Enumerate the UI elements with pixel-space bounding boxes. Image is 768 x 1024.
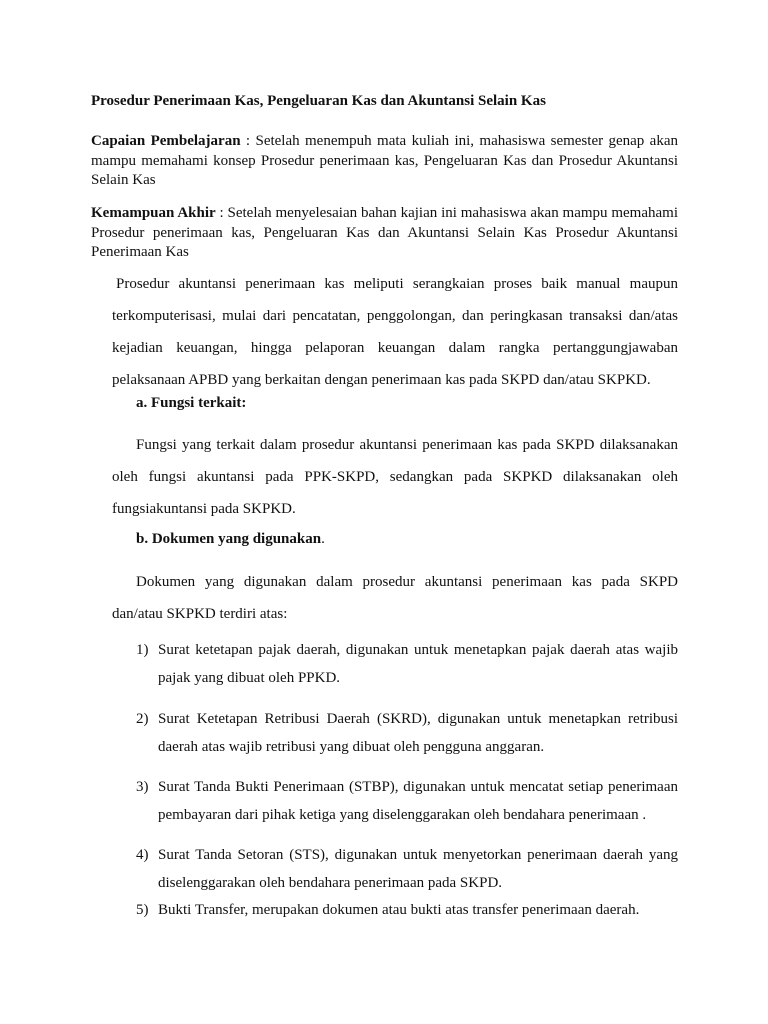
kemampuan-akhir (91, 204, 678, 263)
kemampuan-label: Kemampuan Akhir (91, 205, 216, 221)
intro-paragraph: Prosedur akuntansi penerimaan kas meliputi serangkaian proses baik manual maupun terkomputerisasi, mulai dari pencatatan, penggolongan, dan peringkasan transaksi dan/atas kejadian keuangan, hingga pelaporan keuangan dalam rangka pertanggungjawaban pelaksanaan APBD yang berkaitan dengan penerimaan kas pada SKPD dan/atau SKPKD. (112, 276, 678, 388)
section-a-heading: a. Fungsi terkait: (136, 395, 247, 411)
list-item-number: 3) (136, 779, 149, 795)
list-item (136, 636, 678, 692)
list-item-text: Surat Ketetapan Retribusi Daerah (SKRD), digunakan untuk menetapkan retribusi daerah atas wajib retribusi yang dibuat oleh pengguna anggaran. (158, 711, 678, 755)
list-item-number: 1) (136, 642, 149, 658)
list-item-number: 2) (136, 711, 149, 727)
capaian-text: : Setelah menempuh mata kuliah ini, mahasiswa semester genap akan mampu memahami konsep Prosedur penerimaan kas, Pengeluaran Kas dan Prosedur Akuntansi Selain Kas (91, 133, 678, 188)
list-item-number: 4) (136, 847, 149, 863)
list-item-text: Bukti Transfer, merupakan dokumen atau bukti atas transfer penerimaan daerah. (158, 902, 640, 918)
list-item-number: 5) (136, 902, 149, 918)
document-title: Prosedur Penerimaan Kas, Pengeluaran Kas dan Akuntansi Selain Kas (91, 93, 546, 109)
capaian-label: Capaian Pembelajaran (91, 133, 241, 149)
section-b-heading-suffix: . (321, 531, 325, 547)
list-item (136, 896, 678, 924)
kemampuan-text: : Setelah menyelesaian bahan kajian ini mahasiswa akan mampu memahami Prosedur penerimaan kas, Pengeluaran Kas dan Akuntansi Selain Kas Prosedur Akuntansi Penerimaan Kas (91, 205, 678, 260)
capaian-pembelajaran (91, 132, 678, 191)
list-item-text: Surat Tanda Setoran (STS), digunakan untuk menyetorkan penerimaan daerah yang diselenggarakan oleh bendahara penerimaan pada SKPD. (158, 847, 678, 891)
section-b-heading-text: b. Dokumen yang digunakan (136, 531, 322, 547)
list-item (136, 841, 678, 897)
list-item (136, 705, 678, 761)
list-item-text: Surat Tanda Bukti Penerimaan (STBP), digunakan untuk mencatat setiap penerimaan pembayaran dari pihak ketiga yang diselenggarakan oleh bendahara penerimaan . (158, 779, 678, 823)
section-b-heading (136, 531, 325, 548)
list-item (136, 773, 678, 829)
section-b-paragraph: Dokumen yang digunakan dalam prosedur akuntansi penerimaan kas pada SKPD dan/atau SKPKD terdiri atas: (112, 574, 678, 622)
section-a-paragraph: Fungsi yang terkait dalam prosedur akuntansi penerimaan kas pada SKPD dilaksanakan oleh fungsi akuntansi pada PPK-SKPD, sedangkan pada SKPKD dilaksanakan oleh fungsiakuntansi pada SKPKD. (112, 437, 678, 517)
list-item-text: Surat ketetapan pajak daerah, digunakan untuk menetapkan pajak daerah atas wajib pajak yang dibuat oleh PPKD. (158, 642, 678, 686)
